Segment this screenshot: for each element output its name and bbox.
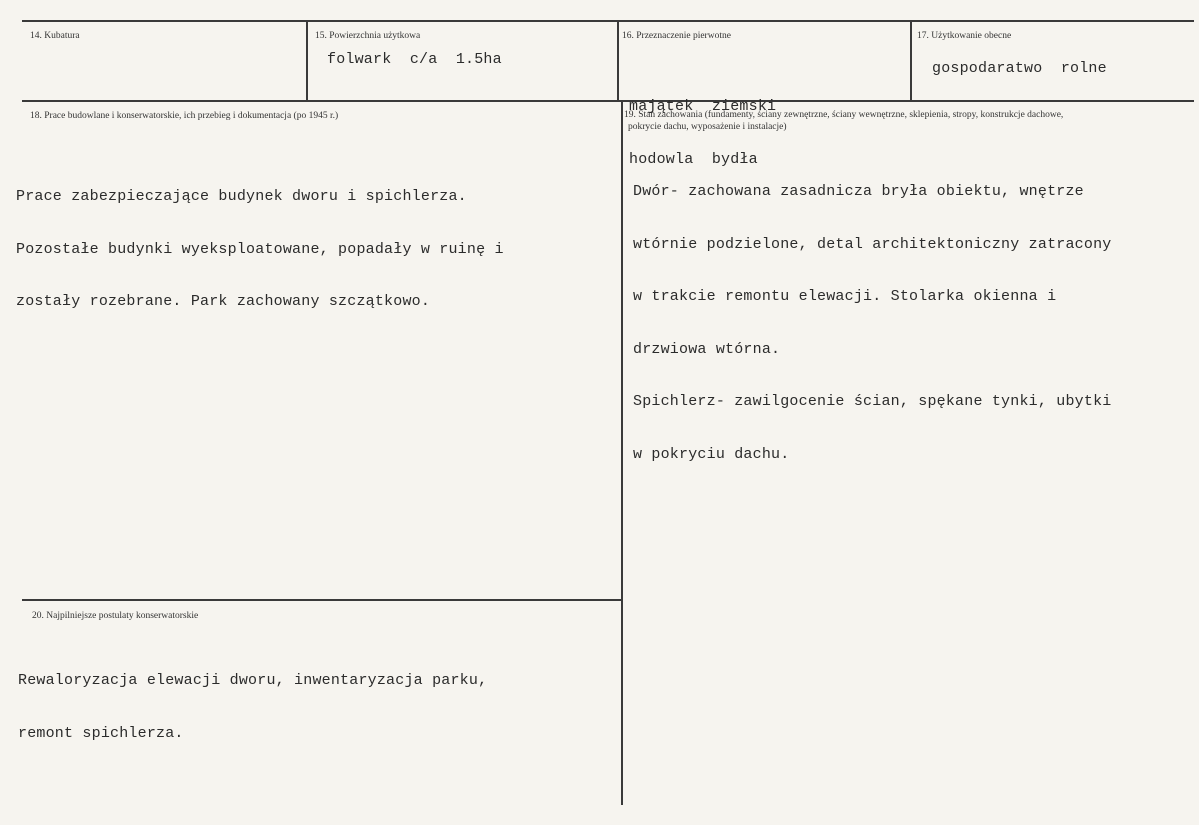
header-row-bottom-line — [22, 100, 1194, 102]
section-20-line-2: remont spichlerza. — [18, 724, 184, 742]
section-15-value: folwark c/a 1.5ha — [327, 51, 502, 68]
divider-15-16 — [617, 21, 619, 101]
section-19-line-6: w pokryciu dachu. — [633, 445, 790, 463]
section-18-line-2: Pozostałe budynki wyeksploatowane, popadały w ruinę i — [16, 240, 504, 258]
section-19-line-1: Dwór- zachowana zasadnicza bryła obiektu, wnętrze — [633, 183, 1084, 200]
section-20-label: 20. Najpilniejsze postulaty konserwatorskie — [32, 611, 199, 621]
section-19-line-2: wtórnie podzielone, detal architektoniczny zatracony — [633, 235, 1112, 253]
section-15-label: 15. Powierzchnia użytkowa — [315, 31, 421, 41]
section-20-line-1: Rewaloryzacja elewacji dworu, inwentaryzacja parku, — [18, 672, 488, 689]
section-18-line-3: zostały rozebrane. Park zachowany szczątkowo. — [16, 293, 431, 310]
center-vertical-divider — [621, 101, 623, 805]
divider-16-17 — [910, 21, 912, 101]
section-19-line-3: w trakcie remontu elewacji. Stolarka okienna i — [633, 288, 1057, 305]
section-19-line-5: Spichlerz- zawilgocenie ścian, spękane tynki, ubytki — [633, 393, 1112, 410]
section-18-label: 18. Prace budowlane i konserwatorskie, ich przebieg i dokumentacja (po 1945 r.) — [30, 111, 339, 121]
section-19-label-line-1: 19. Stan zachowania (fundamenty, ściany zewnętrzne, ściany wewnętrzne, sklepienia, stropy, konstrukcje dachowe, — [624, 110, 1064, 120]
section-17-label: 17. Użytkowanie obecne — [917, 31, 1012, 41]
section-19-value — [633, 148, 1111, 481]
section-20-value — [18, 637, 487, 760]
top-border-line — [22, 20, 1194, 22]
section-19-label-line-2: pokrycie dachu, wyposażenie i instalacje) — [628, 122, 787, 132]
section-16-line-1: majątek ziemski — [629, 98, 777, 115]
section-19-line-4: drzwiowa wtórna. — [633, 340, 781, 358]
section-18-line-1: Prace zabezpieczające budynek dworu i spichlerza. — [16, 188, 467, 205]
section-18-value — [16, 153, 504, 328]
section-14-label: 14. Kubatura — [30, 31, 80, 41]
section-17-value: gospodaratwo rolne — [932, 60, 1107, 77]
section-20-top-line — [22, 599, 622, 601]
divider-14-15 — [306, 21, 308, 101]
section-16-label: 16. Przeznaczenie pierwotne — [622, 31, 731, 41]
section-16-line-2: hodowla bydła — [629, 150, 758, 168]
